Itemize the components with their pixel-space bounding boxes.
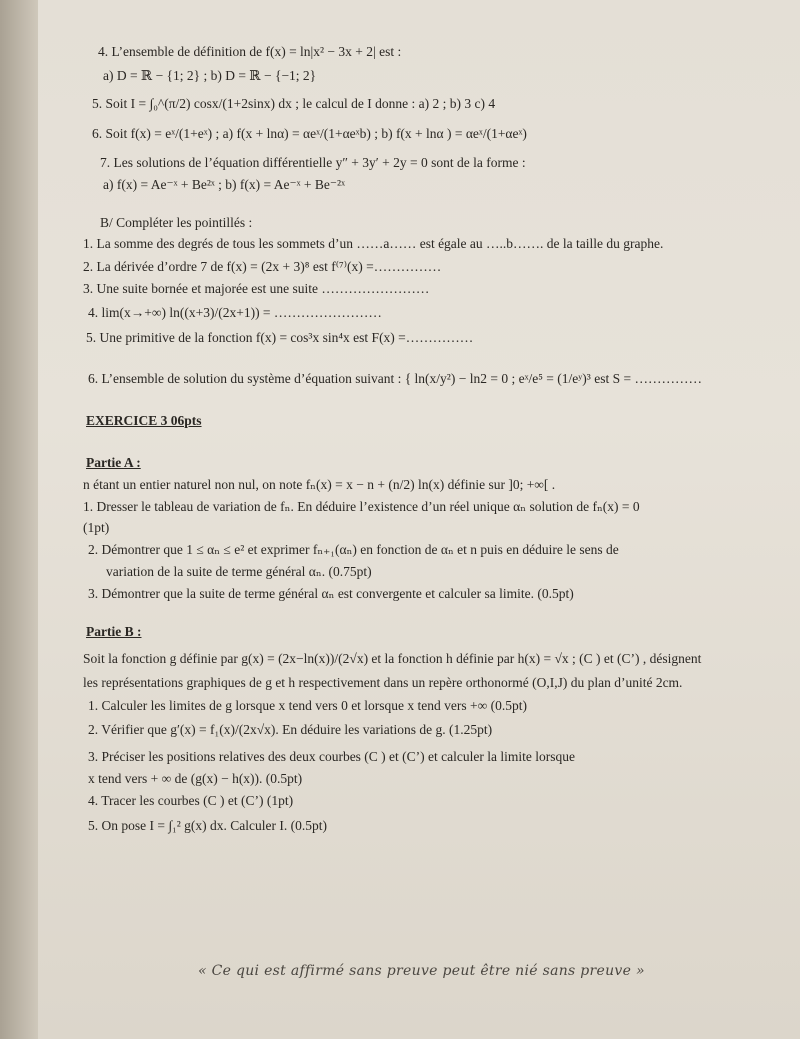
text-line: 5. On pose I = ∫₁² g(x) dx. Calculer I. (0.5pt) [88,818,328,833]
text-line: les représentations graphiques de g et h respectivement dans un repère orthonormé (O,I,J) du plan d’unité 2cm. [83,675,683,690]
page-shadow [0,0,38,1039]
text-line: 2. Vérifier que g′(x) = f₁(x)/(2x√x). En déduire les variations de g. (1.25pt) [88,722,493,737]
text-line: 7. Les solutions de l’équation différentielle y″ + 3y′ + 2y = 0 sont de la forme : [100,155,526,170]
text-line: 3. Préciser les positions relatives des deux courbes (C ) et (C’) et calculer la limite lorsque [88,749,575,764]
text-line: variation de la suite de terme général αₙ. (0.75pt) [106,564,372,579]
text-line: 1. La somme des degrés de tous les sommets d’un ……a…… est égale au …..b……. de la taille du graphe. [83,236,664,251]
text-line: 6. L’ensemble de solution du système d’équation suivant : { ln(x/y²) − ln2 = 0 ; eˣ/e⁵ = (1/eʸ)³ est S = …………… [88,371,702,386]
text-line: 4. Tracer les courbes (C ) et (C’) (1pt) [88,793,294,808]
text-line: 2. Démontrer que 1 ≤ αₙ ≤ e² et exprimer fₙ₊₁(αₙ) en fonction de αₙ et n puis en déduire le sens de [88,542,619,557]
text-line: Soit la fonction g définie par g(x) = (2x−ln(x))/(2√x) et la fonction h définie par h(x) = √x ; (C ) et (C’) , désignent [83,651,702,666]
text-line: 3. Démontrer que la suite de terme général αₙ est convergente et calculer sa limite. (0.5pt) [88,586,574,601]
text-line: (1pt) [83,520,110,535]
text-line: EXERCICE 3 06pts [86,413,202,428]
closing-quote: « Ce qui est affirmé sans preuve peut être nié sans preuve » [198,963,645,979]
text-line: 6. Soit f(x) = eˣ/(1+eˣ) ; a) f(x + lnα) = αeˣ/(1+αeˣb) ; b) f(x + lnα ) = αeˣ/(1+αeˣ) [92,126,527,141]
text-line: a) f(x) = Ae⁻ˣ + Be²ˣ ; b) f(x) = Ae⁻ˣ + Be⁻²ˣ [103,177,345,192]
text-line: 5. Soit I = ∫₀^(π/2) cosx/(1+2sinx) dx ; le calcul de I donne : a) 2 ; b) 3 c) 4 [92,96,496,111]
text-line: Partie B : [86,624,142,639]
text-line: 4. lim(x→+∞) ln((x+3)/(2x+1)) = …………………… [88,305,382,320]
text-line: 5. Une primitive de la fonction f(x) = cos³x sin⁴x est F(x) =…………… [86,330,474,345]
text-line: a) D = ℝ − {1; 2} ; b) D = ℝ − {−1; 2} [103,68,317,83]
text-line: 3. Une suite bornée et majorée est une suite …………………… [83,281,430,296]
document-page [38,0,800,1039]
text-line: 1. Dresser le tableau de variation de fₙ. En déduire l’existence d’un réel unique αₙ solution de fₙ(x) = 0 [83,499,640,514]
text-line: 1. Calculer les limites de g lorsque x tend vers 0 et lorsque x tend vers +∞ (0.5pt) [88,698,528,713]
text-line: Partie A : [86,455,141,470]
text-line: n étant un entier naturel non nul, on note fₙ(x) = x − n + (n/2) ln(x) définie sur ]0; +∞[ . [83,477,556,492]
text-line: 4. L’ensemble de définition de f(x) = ln|x² − 3x + 2| est : [98,44,402,59]
text-line: 2. La dérivée d’ordre 7 de f(x) = (2x + 3)⁸ est f⁽⁷⁾(x) =…………… [83,259,442,274]
text-line: x tend vers + ∞ de (g(x) − h(x)). (0.5pt) [88,771,303,786]
text-line: B/ Compléter les pointillés : [100,215,253,230]
